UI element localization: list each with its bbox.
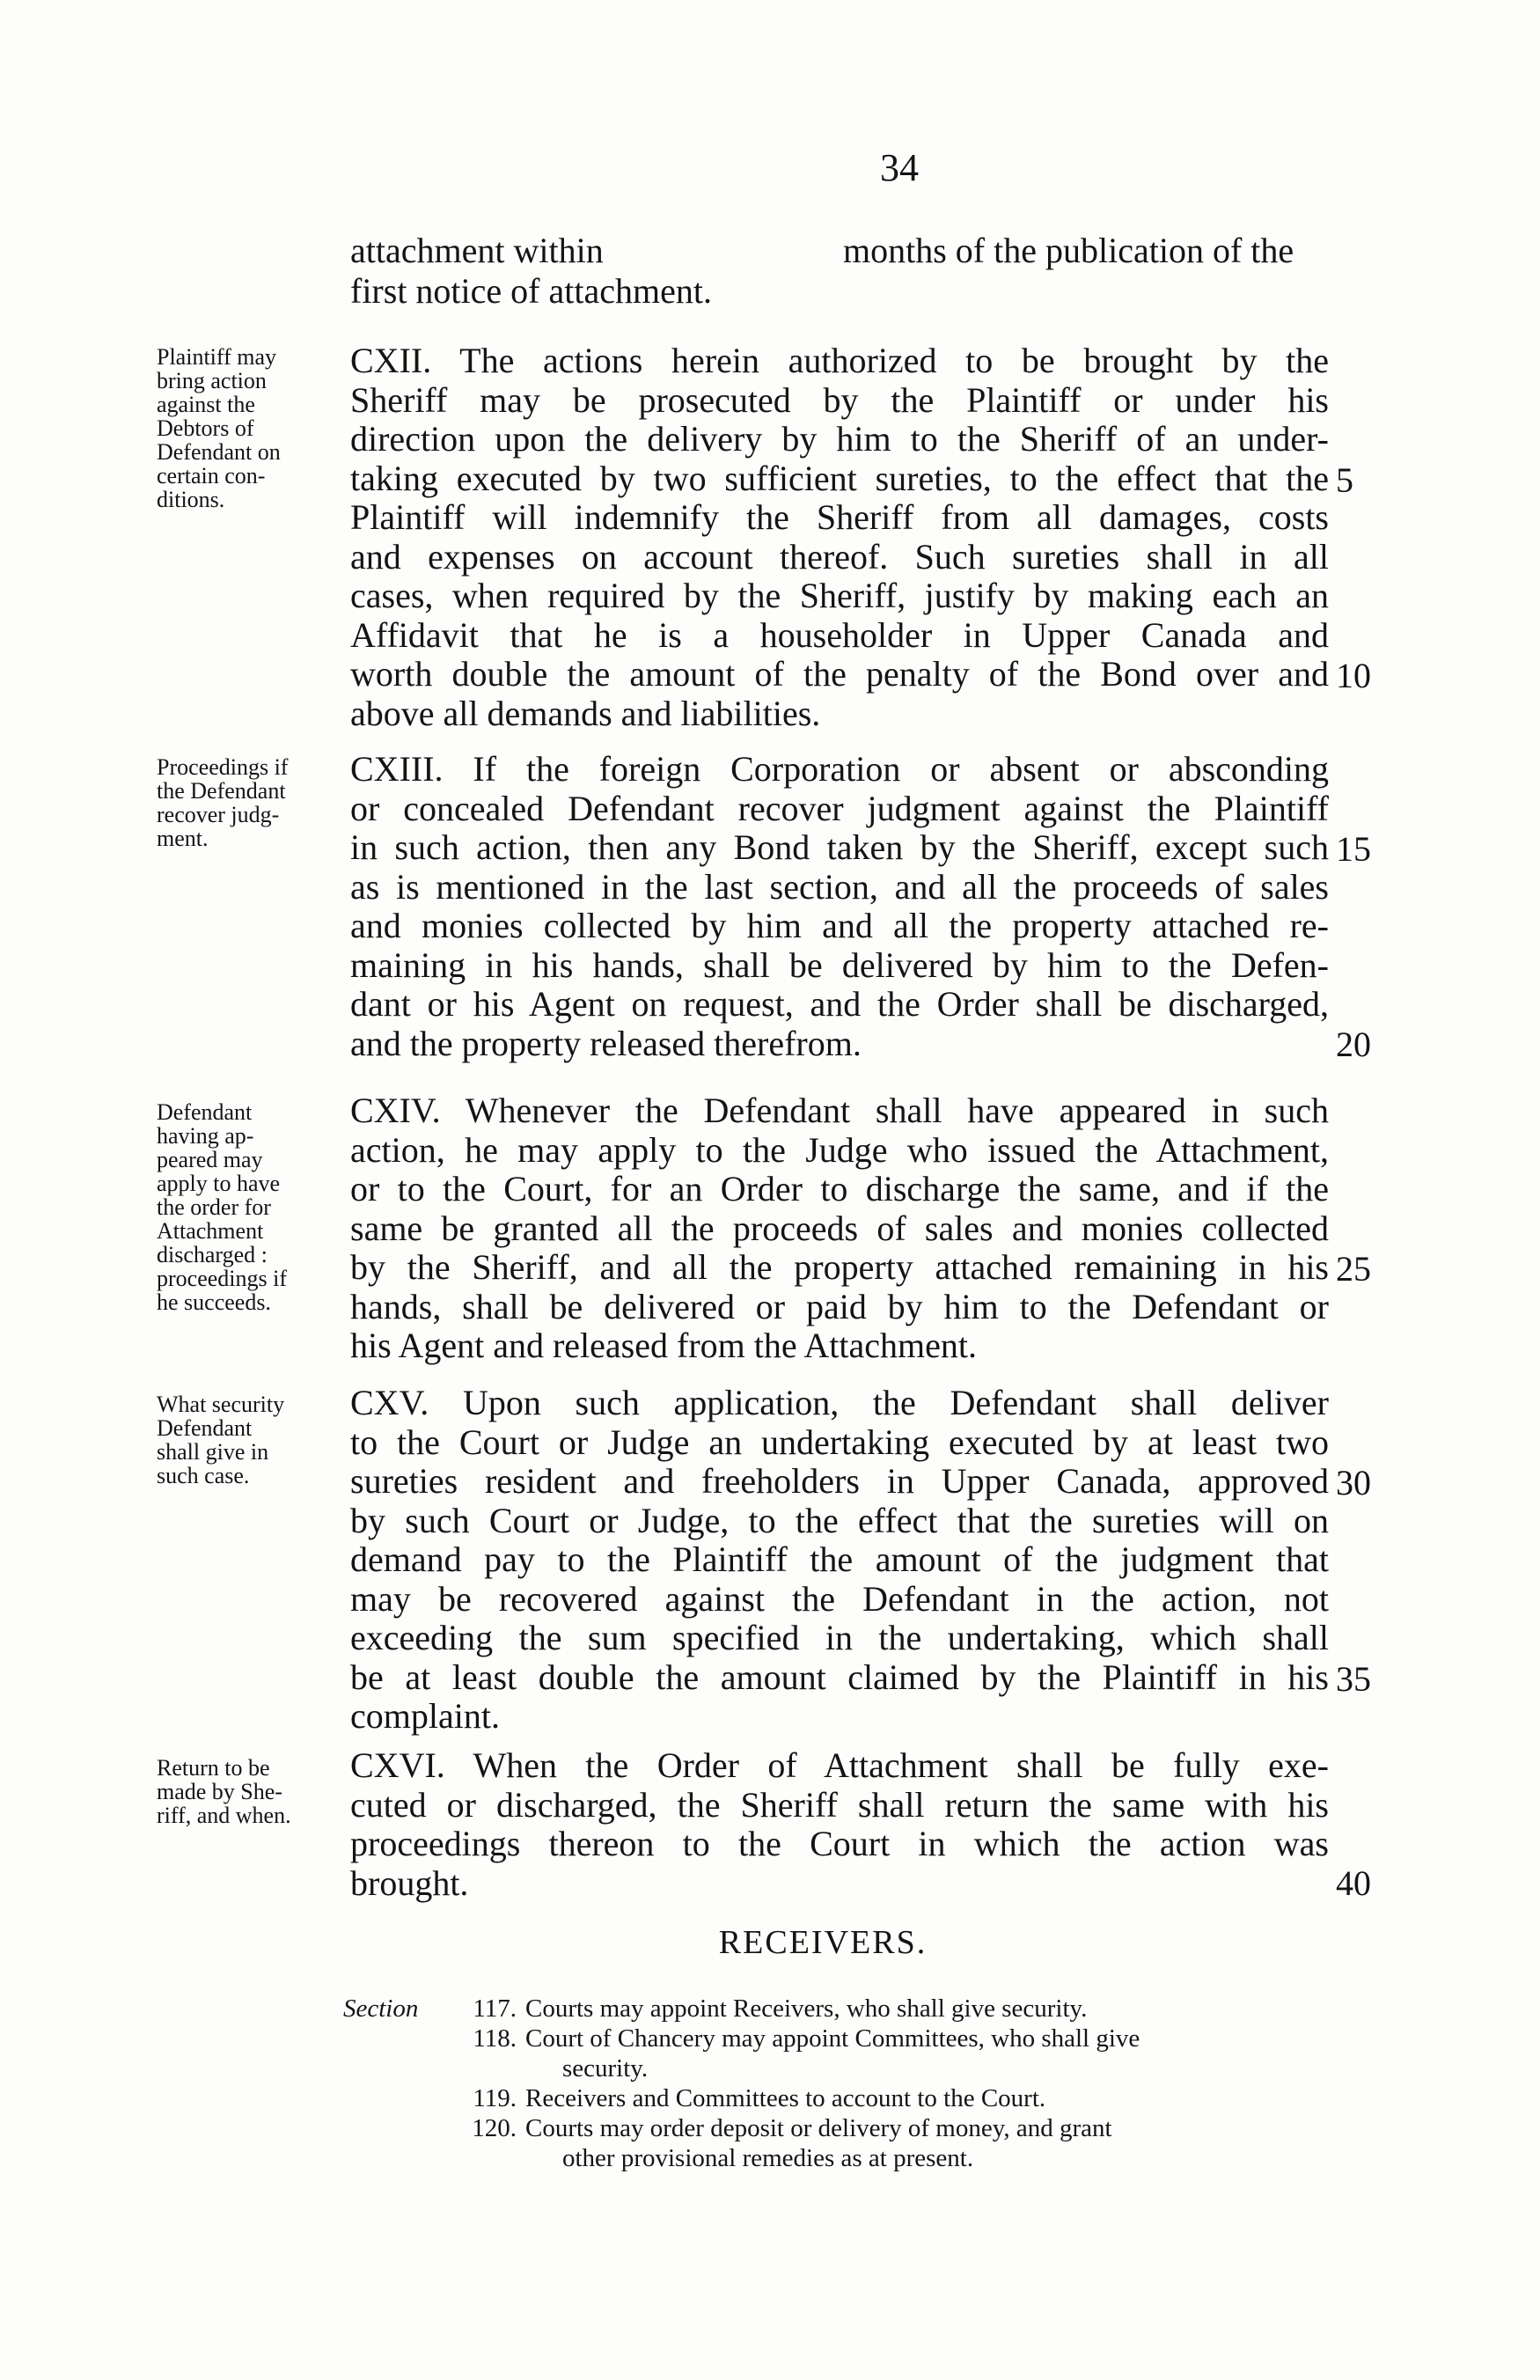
text-line: same be granted all the proceeds of sales and monies collected: [350, 1208, 1329, 1248]
summary-text: security.: [562, 2054, 649, 2082]
margin-note-cxiii: Proceedings if the Defendant recover judg- ment.: [157, 754, 289, 851]
text-line: and expenses on account thereof. Such sureties shall in all: [350, 536, 1329, 577]
text-line: Affidavit that he is a householder in Upper Canada and: [350, 614, 1329, 655]
text-line: maining in his hands, shall be delivered by him to the Defen-: [350, 944, 1329, 985]
receivers-summary: [343, 1994, 1382, 2173]
text-line: by the Sheriff, and all the property attached remaining in his: [350, 1247, 1329, 1287]
summary-item-continuation: [343, 2143, 1382, 2173]
text-line: as is mentioned in the last section, and all the proceeds of sales: [350, 866, 1329, 907]
text-line: be at least double the amount claimed by the Plaintiff in his: [350, 1656, 1329, 1697]
text-line: Plaintiff will indemnify the Sheriff from all damages, costs: [350, 497, 1329, 537]
margin-note-cxiv: Defendant having ap- peared may apply to have the order for Attachment discharged : proceedings if he succeeds.: [157, 1099, 288, 1315]
summary-text: Court of Chancery may appoint Committees, who shall give: [525, 2024, 1140, 2053]
summary-text: Courts may appoint Receivers, who shall give security.: [525, 1994, 1088, 2023]
text-line: worth double the amount of the penalty of the Bond over and: [350, 654, 1329, 694]
margin-note-cxvi: Return to be made by She- riff, and when.: [157, 1755, 291, 1828]
text-line: above all demands and liabilities.: [350, 693, 821, 733]
page-number: 34: [880, 146, 919, 189]
text-line: proceedings thereon to the Court in which the action was: [350, 1824, 1329, 1863]
margin-note-cxv: What security Defendant shall give in such case.: [157, 1392, 285, 1488]
intro-line2: first notice of attachment.: [350, 271, 712, 311]
text-line: taking executed by two sufficient sureties, to the effect that the: [350, 458, 1329, 498]
text-line: or concealed Defendant recover judgment against the Plaintiff: [350, 788, 1329, 828]
section-cxiv: [350, 1091, 1329, 1366]
text-line: brought.: [350, 1862, 469, 1903]
text-line: complaint.: [350, 1696, 500, 1736]
text-line: or to the Court, for an Order to discharge the same, and if the: [350, 1169, 1329, 1208]
summary-item-continuation: [343, 2053, 1382, 2083]
text-line: and monies collected by him and all the property attached re-: [350, 906, 1329, 945]
text-line: may be recovered against the Defendant in the action, not: [350, 1578, 1329, 1619]
margin-note-cxii: Plaintiff may bring action against the Debtors of Defendant on certain con- ditions.: [157, 344, 281, 512]
text-line: direction upon the delivery by him to the Sheriff of an under-: [350, 419, 1329, 459]
text-line: CXV. Upon such application, the Defendant shall deliver: [350, 1383, 1329, 1422]
line-number: 30: [1336, 1463, 1371, 1502]
summary-number: 119.: [473, 2084, 517, 2112]
text-line: dant or his Agent on request, and the Order shall be discharged,: [350, 984, 1329, 1024]
section-cxv: [350, 1384, 1329, 1737]
summary-text: other provisional remedies as at present.: [562, 2144, 974, 2172]
intro-line1-right: months of the publication of the: [843, 231, 1294, 270]
intro-paragraph: [350, 231, 1329, 312]
line-number: 20: [1336, 1025, 1371, 1064]
text-line: by such Court or Judge, to the effect that the sureties will on: [350, 1500, 1329, 1540]
summary-item: [343, 2113, 1382, 2143]
text-line: hands, shall be delivered or paid by him to the Defendant or: [350, 1286, 1329, 1326]
line-number: 25: [1336, 1249, 1371, 1289]
summary-text: Receivers and Committees to account to the Court.: [525, 2084, 1046, 2112]
summary-number: 120.: [472, 2114, 517, 2142]
summary-text: Courts may order deposit or delivery of money, and grant: [525, 2114, 1112, 2142]
section-cxiii: [350, 750, 1329, 1063]
text-line: to the Court or Judge an undertaking executed by at least two: [350, 1421, 1329, 1462]
section-cxvi: [350, 1746, 1329, 1903]
receivers-heading: RECEIVERS.: [718, 1924, 928, 1961]
summary-number: 117.: [473, 1994, 517, 2023]
text-line: CXII. The actions herein authorized to be brought by the: [350, 341, 1329, 380]
text-line: his Agent and released from the Attachment.: [350, 1326, 978, 1365]
summary-item: [343, 2083, 1382, 2113]
section-label: Section: [343, 1994, 419, 2023]
summary-number: 118.: [473, 2024, 517, 2053]
text-line: CXIV. Whenever the Defendant shall have appeared in such: [350, 1091, 1329, 1130]
text-line: demand pay to the Plaintiff the amount of the judgment that: [350, 1539, 1329, 1579]
text-line: action, he may apply to the Judge who issued the Attachment,: [350, 1129, 1329, 1170]
summary-item: [343, 1994, 1382, 2024]
line-number: 40: [1336, 1863, 1371, 1903]
text-line: Sheriff may be prosecuted by the Plaintiff or under his: [350, 379, 1329, 420]
line-number: 5: [1336, 460, 1353, 500]
intro-line1-left: attachment within: [350, 231, 604, 270]
text-line: cuted or discharged, the Sheriff shall return the same with his: [350, 1784, 1329, 1825]
line-number: 10: [1336, 656, 1371, 695]
line-number: 35: [1336, 1659, 1371, 1699]
text-line: CXVI. When the Order of Attachment shall be fully exe-: [350, 1745, 1329, 1785]
text-line: and the property released therefrom.: [350, 1023, 862, 1063]
section-cxii: [350, 342, 1329, 733]
text-line: sureties resident and freeholders in Upper Canada, approved: [350, 1461, 1329, 1501]
text-line: in such action, then any Bond taken by the Sheriff, except such: [350, 827, 1329, 867]
text-line: CXIII. If the foreign Corporation or absent or absconding: [350, 749, 1329, 789]
line-number: 15: [1336, 829, 1371, 869]
text-line: cases, when required by the Sheriff, justify by making each an: [350, 576, 1329, 615]
text-line: exceeding the sum specified in the undertaking, which shall: [350, 1618, 1329, 1657]
summary-item: [343, 2024, 1382, 2053]
